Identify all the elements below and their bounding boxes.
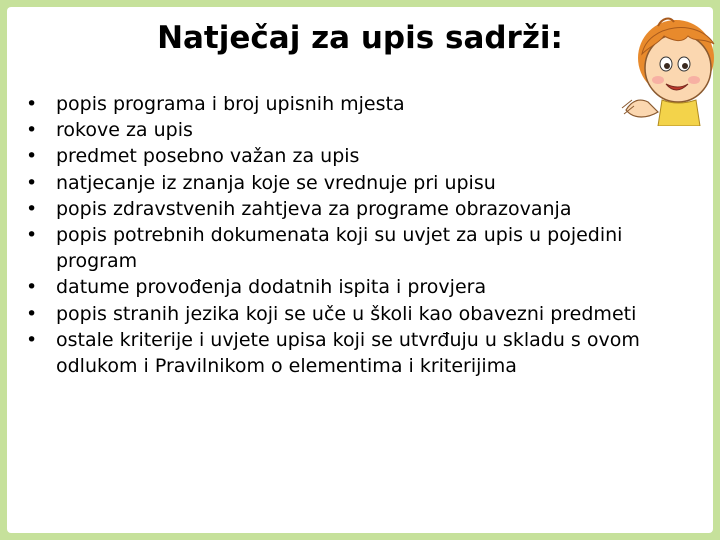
bullet-text: rokove za upis <box>56 119 193 142</box>
bullet-item <box>26 327 676 379</box>
slide-title: Natječaj za upis sadrži: <box>157 20 563 56</box>
bullet-text: natjecanje iz znanja koje se vrednuje pri upisu <box>56 171 496 194</box>
bullet-item <box>26 117 676 143</box>
bullet-dot: • <box>26 276 38 299</box>
bullet-text: datume provođenja dodatnih ispita i provjera <box>56 276 487 299</box>
bullet-item <box>26 91 676 117</box>
bullet-dot: • <box>26 171 38 194</box>
bullet-text: popis stranih jezika koji se uče u školi kao obavezni predmeti <box>56 302 637 325</box>
cartoon-boy-icon <box>618 14 718 126</box>
bullet-text: popis potrebnih dokumenata koji su uvjet za upis u pojedini program <box>56 224 623 273</box>
bullet-item <box>26 143 676 169</box>
bullet-list <box>26 91 676 379</box>
bullet-item <box>26 196 676 222</box>
bullet-dot: • <box>26 93 38 115</box>
bullet-dot: • <box>26 197 38 220</box>
bullet-text: ostale kriterije i uvjete upisa koji se utvrđuju u skladu s ovom odlukom i Pravilnikom o elementima i kriterijima <box>56 328 640 378</box>
bullet-dot: • <box>26 328 38 351</box>
bullet-item <box>26 170 676 196</box>
bullet-item <box>26 301 676 327</box>
bullet-dot: • <box>26 224 38 247</box>
bullet-text: predmet posebno važan za upis <box>56 145 360 168</box>
bullet-dot: • <box>26 302 38 325</box>
bullet-dot: • <box>26 145 38 168</box>
bullet-dot: • <box>26 119 38 142</box>
bullet-text: popis zdravstvenih zahtjeva za programe obrazovanja <box>56 197 572 220</box>
bullet-text: popis programa i broj upisnih mjesta <box>56 93 405 115</box>
bullet-item <box>26 222 676 274</box>
bullet-item <box>26 274 676 300</box>
